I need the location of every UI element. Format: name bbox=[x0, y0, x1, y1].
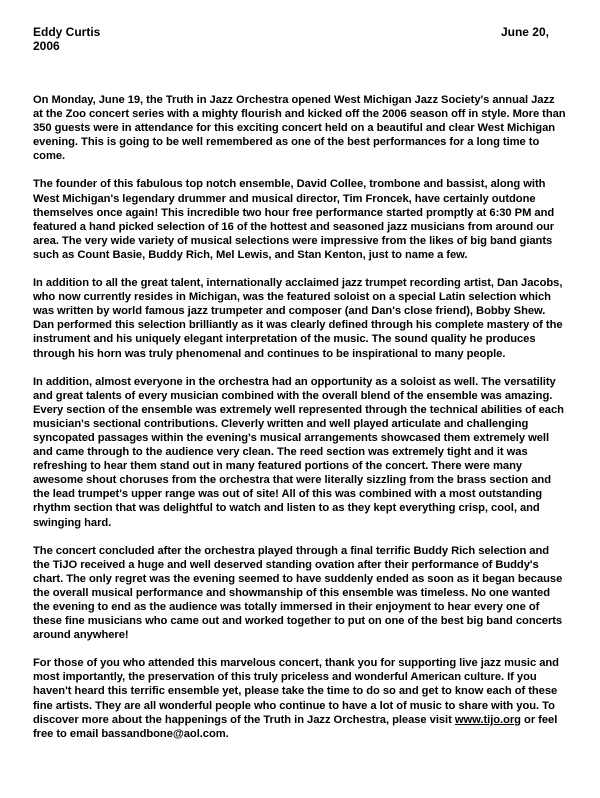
closing-text: For those of you who attended this marvelous concert, thank you for supporting live jazz music and most importantly, the preservation of this truly priceless and wonderful American culture. If you haven't heard this terrific ensemble yet, please take the time to do so and get to know each of these fine artists. They are all wonderful people who continue to have a lot of music to share with you. To discover more about the happenings of the Truth in Jazz Orchestra, please visit bbox=[33, 657, 559, 726]
letter-body bbox=[33, 93, 567, 741]
paragraph-founder: The founder of this fabulous top notch ensemble, David Collee, trombone and bassist, along with West Michigan's legendary drummer and musical director, Tim Froncek, have certainly outdone themselves once again! This incredible two hour free performance started promptly at 6:30 PM and featured a hand picked selection of 16 of the hottest and seasoned jazz musicians from around our area. The very wide variety of musical selections were impressive from the likes of big band giants such as Count Basie, Buddy Rich, Mel Lewis, and Stan Kenton, just to name a few. bbox=[33, 178, 555, 261]
website-link[interactable]: www.tijo.org bbox=[454, 713, 521, 726]
paragraph-closing bbox=[33, 656, 567, 741]
letter-header bbox=[33, 25, 567, 53]
paragraph-ensemble: In addition, almost everyone in the orchestra had an opportunity as a soloist as well. The versatility and great talents of every musician combined with the overall blend of the ensemble was amazing. Every section of the ensemble was extremely well represented through the technical abilities of each musician's sectional contributions. Cleverly written and well played articulate and challenging syncopated passages within the evening's musical arrangements showcased them extremely well and came through to the audience very clean. The reed section was extremely tight and it was refreshing to hear them stand out in many featured portions of the concert. There were many awesome shout choruses from the orchestra that were literally sizzling from the brass section and the lead trumpet's upper range was out of site! All of this was combined with a most outstanding rhythm section that was delightful to watch and listen to as they kept everything crisp, cool, and swinging hard. bbox=[33, 375, 564, 529]
letter-date: June 20, bbox=[500, 25, 549, 39]
paragraph-opening: On Monday, June 19, the Truth in Jazz Orchestra opened West Michigan Jazz Society's annual Jazz at the Zoo concert series with a mighty flourish and kicked off the 2006 season off in style. More than 350 guests were in attendance for this exciting concert held on a beautiful and clear West Michigan evening. This is going to be well remembered as one of the best performances for a long time to come. bbox=[33, 94, 566, 163]
closing-email-text: or feel free to email bassandbone@aol.com. bbox=[33, 713, 558, 740]
letter-year: 2006 bbox=[33, 39, 60, 53]
header-left bbox=[33, 25, 100, 53]
paragraph-conclusion: The concert concluded after the orchestra played through a final terrific Buddy Rich selection and the TiJO received a huge and well deserved standing ovation after their performance of Buddy's chart. The only regret was the evening seemed to have suddenly ended as soon as it began because the overall musical performance and showmanship of this ensemble was timeless. No one wanted the evening to end as the audience was totally immersed in their enjoyment to hear every one of these fine musicians who came out and worked together to put on one of the best big band concerts around anywhere! bbox=[33, 544, 563, 642]
paragraph-soloist: In addition to all the great talent, internationally acclaimed jazz trumpet recording artist, Dan Jacobs, who now currently resides in Michigan, was the featured soloist on a special Latin selection which was written by world famous jazz trumpeter and composer (and Dan's close friend), Bobby Shew. Dan performed this selection brilliantly as it was clearly defined through his complete mastery of the instrument and his uniquely elegant interpretation of the music. The sound quality he produces through his horn was truly phenomenal and continues to be inspirational to many people. bbox=[33, 277, 563, 360]
author-name: Eddy Curtis bbox=[33, 25, 101, 39]
